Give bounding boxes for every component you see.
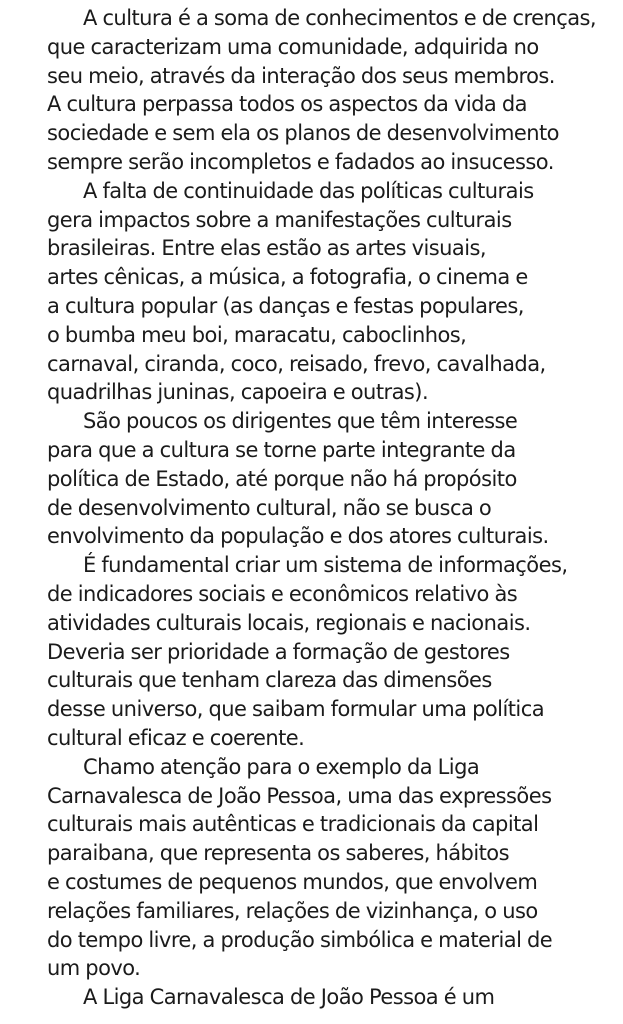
text-line: que caracterizam uma comunidade, adquirida no [47,34,539,59]
text-line: de indicadores sociais e econômicos relativo às [47,581,518,606]
paragraph-6 [47,983,621,1012]
text-line: culturais mais autênticas e tradicionais da capital [47,812,539,837]
text-line: sempre serão incompletos e fadados ao insucesso. [47,149,554,174]
text-line: A falta de continuidade das políticas culturais [83,178,534,203]
paragraph-3 [47,407,621,551]
paragraph-5 [47,753,621,983]
text-line: um povo. [47,956,141,981]
text-line: A cultura é a soma de conhecimentos e de crenças, [83,6,597,30]
article-body [47,4,621,1012]
text-line: paraibana, que representa os saberes, hábitos [47,841,509,866]
text-line: desse universo, que saibam formular uma política [47,697,545,722]
text-line: brasileiras. Entre elas estão as artes visuais, [47,236,487,261]
text-line: para que a cultura se torne parte integrante da [47,437,516,462]
text-line: de desenvolvimento cultural, não se busca o [47,495,492,520]
text-line: o bumba meu boi, maracatu, caboclinhos, [47,322,467,347]
text-line: gera impactos sobre a manifestações culturais [47,207,512,232]
text-line: seu meio, através da interação dos seus membros. [47,63,555,88]
text-line: quadrilhas juninas, capoeira e outras). [47,380,429,405]
text-line: artes cênicas, a música, a fotografia, o cinema e [47,265,528,290]
paragraph-4 [47,551,621,753]
text-line: É fundamental criar um sistema de informações, [83,553,568,578]
paragraph-1 [47,4,621,177]
text-line: Chamo atenção para o exemplo da Liga [83,754,480,779]
text-line: culturais que tenham clareza das dimensões [47,668,492,693]
text-line: sociedade e sem ela os planos de desenvolvimento [47,121,559,146]
text-line: Carnavalesca de João Pessoa, uma das expressões [47,783,552,808]
text-line: a cultura popular (as danças e festas populares, [47,293,524,318]
text-line: do tempo livre, a produção simbólica e material de [47,927,553,952]
text-line: A cultura perpassa todos os aspectos da vida da [47,92,527,117]
text-line: relações familiares, relações de vizinhança, o uso [47,898,538,923]
text-line: A Liga Carnavalesca de João Pessoa é um [83,985,495,1010]
text-line: São poucos os dirigentes que têm interesse [83,409,518,434]
text-line: política de Estado, até porque não há propósito [47,466,517,491]
text-line: atividades culturais locais, regionais e nacionais. [47,610,531,635]
text-line: cultural eficaz e coerente. [47,725,305,750]
text-line: e costumes de pequenos mundos, que envolvem [47,869,538,894]
text-line: carnaval, ciranda, coco, reisado, frevo, cavalhada, [47,351,546,376]
text-line: Deveria ser prioridade a formação de gestores [47,639,510,664]
text-line: envolvimento da população e dos atores culturais. [47,524,549,549]
paragraph-2 [47,177,621,407]
